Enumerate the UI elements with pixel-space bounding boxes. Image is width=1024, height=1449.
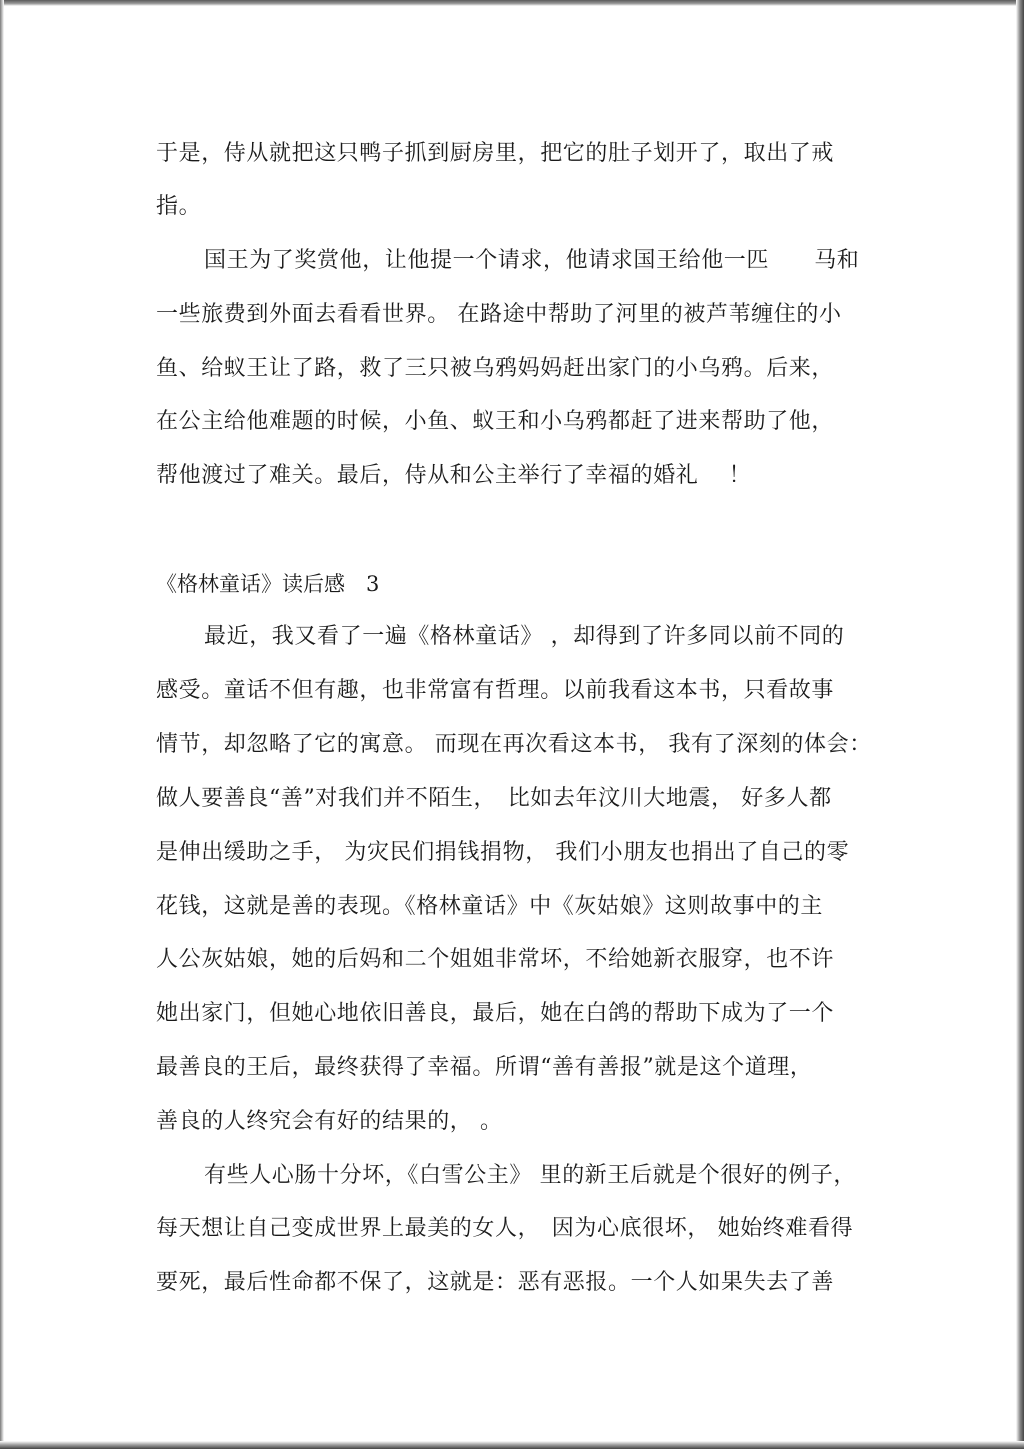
- text-line: 是伸出缓助之手， 为灾民们捐钱捐物， 我们小朋友也捐出了自己的零: [156, 840, 850, 865]
- page-edge-top: [0, 0, 1024, 6]
- text-line: 要死，最后性命都不保了，这就是：恶有恶报。一个人如果失去了善: [156, 1270, 835, 1295]
- page-edge-bottom: [0, 1441, 1024, 1449]
- text-line: 国王为了奖赏他，让他提一个请求，他请求国王给他一匹 马和: [204, 248, 860, 273]
- text-line: 做人要善良“善”对我们并不陌生， 比如去年汶川大地震， 好多人都: [156, 786, 832, 811]
- text-line: 帮他渡过了难关。最后，侍从和公主举行了幸福的婚礼 ！: [156, 463, 752, 488]
- text-line: 鱼、给蚁王让了路，救了三只被乌鸦妈妈赶出家门的小乌鸦。后来，: [156, 356, 835, 381]
- text-line: 她出家门，但她心地依旧善良，最后，她在白鸽的帮助下成为了一个: [156, 1001, 835, 1026]
- text-line: 善良的人终究会有好的结果的， 。: [156, 1109, 503, 1134]
- page-edge-right: [1016, 0, 1024, 1449]
- text-line: 在公主给他难题的时候，小鱼、蚁王和小乌鸦都赶了进来帮助了他，: [156, 409, 835, 434]
- page-edge-left: [0, 0, 4, 1449]
- text-line: 于是，侍从就把这只鸭子抓到厨房里，把它的肚子划开了，取出了戒: [156, 141, 835, 166]
- text-line: 感受。童话不但有趣，也非常富有哲理。以前我看这本书，只看故事: [156, 678, 835, 703]
- text-line: 最善良的王后，最终获得了幸福。所谓“善有善报”就是这个道理，: [156, 1055, 813, 1080]
- text-line: 最近，我又看了一遍《格林童话》 ，却得到了许多同以前不同的: [204, 624, 845, 649]
- text-line: 指。: [156, 194, 202, 219]
- text-line: 一些旅费到外面去看看世界。 在路途中帮助了河里的被芦苇缠住的小: [156, 302, 842, 327]
- text-line: 花钱，这就是善的表现。《格林童话》中《灰姑娘》这则故事中的主: [156, 894, 824, 919]
- text-line: 情节，却忽略了它的寓意。 而现在再次看这本书， 我有了深刻的体会：: [156, 732, 872, 757]
- text-line: 人公灰姑娘，她的后妈和二个姐姐非常坏，不给她新衣服穿，也不许: [156, 947, 835, 972]
- section-heading: 《格林童话》读后感 3: [156, 572, 380, 596]
- text-line: 有些人心肠十分坏，《白雪公主》 里的新王后就是个很好的例子，: [204, 1163, 856, 1188]
- text-line: 每天想让自己变成世界上最美的女人， 因为心底很坏， 她始终难看得: [156, 1216, 854, 1241]
